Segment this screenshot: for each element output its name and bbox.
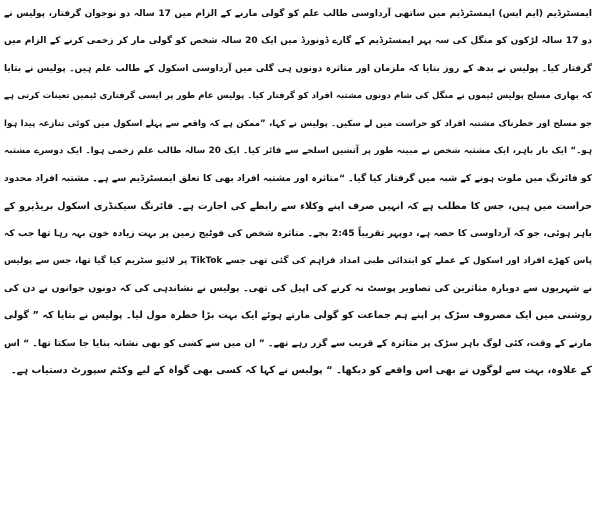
article-line: حراست میں ہیں، جس کا مطلب ہے کہ انہیں صرف اپنے وکلاء سے رابطے کی اجازت ہے۔ فائرنگ سیکنڈری اسکول بریڈیرو کے (4, 200, 592, 212)
article-line: گرفتار کیا۔ پولیس نے بدھ کے روز بتایا کہ ملزمان اور متاثرہ دونوں ہی گلی میں آرداوسی اسکول کے طالب علم ہیں۔ پولیس نے بتایا (4, 63, 592, 74)
article-line: کو فائرنگ میں ملوث ہونے کے شبہ میں گرفتار کیا گیا۔ “متاثرہ اور مشتبہ افراد بھی کا تعلق ایمسٹرڈیم سے ہے۔ مشتبہ افراد محدود (4, 173, 592, 185)
article-line: ایمسٹرڈیم (ایم ایس) ایمسٹرڈیم میں ساتھی آرداوسی طالب علم کو گولی مارنے کے الزام میں 17 سالہ دو نوجوان گرفتار، پولیس نے (4, 9, 592, 19)
article-line: نے شہریوں سے دوبارہ متاثرین کی تصاویر پوسٹ نہ کرنے کی اپیل کی تھی۔ پولیس نے نشاندہی کی کہ دونوں جوانوں نے دن کی (4, 282, 592, 294)
article-line: جو مسلح اور خطرناک مشتبہ افراد کو حراست میں لے سکیں۔ پولیس نے کہا، ”ممکن ہے کہ واقعے سے پہلے اسکول میں کوئی تنازعہ پیدا ہوا (4, 118, 592, 129)
article-line: کہ بھاری مسلح پولیس ٹیموں نے منگل کی شام دونوں مشتبہ افراد کو گرفتار کیا۔ پولیس عام طور پر ایسی گرفتاری ٹیمیں تعینات کرتی ہے (4, 91, 592, 102)
article-line: ہو۔“ ایک بار باہر، ایک مشتبہ شخص نے مبینہ طور پر آتشیں اسلحے سے فائر کیا۔ ایک 20 سالہ طالب علم زخمی ہوا۔ ایک دوسرے مشتبہ (4, 145, 592, 156)
article-line: دو 17 سالہ لڑکوں کو منگل کی سہ پہر ایمسٹرڈیم کے گارے ڈونورڈ میں ایک 20 سالہ شخص کو گولی مار کر زخمی کرنے کے الزام میں (4, 36, 592, 47)
article-line: باہر ہوئی، جو کہ آرداوسی کا حصہ ہے، دوپہر تقریباً 2:45 بجے۔ متاثرہ شخص کی فوٹیج زمین پر بہت زیادہ خون بہہ رہا تھا جب کہ (4, 228, 592, 240)
article-line: روشنی میں ایک مصروف سڑک پر اپنے ہم جماعت کو گولی مارتے ہوئے ایک بہت بڑا خطرہ مول لیا۔ پولیس نے بتایا کہ ” گولی (4, 310, 592, 322)
article-line: کے علاوہ، بہت سے لوگوں نے بھی اس واقعے کو دیکھا۔ “ پولیس نے کہا کہ کسی بھی گواہ کے لیے وکٹم سپورٹ دستیاب ہے۔ (10, 365, 592, 377)
article-line: پاس کھڑے افراد اور اسکول کے عملے کو ابتدائی طبی امداد فراہم کی گئی تھی جسے TikTok پر لائیو سٹریم کیا گیا تھا، جس سے پولیس (4, 255, 592, 266)
article-line: مارنے کے وقت، کئی لوگ باہر سڑک پر متاثرہ کے قریب سے گزر رہے تھے۔ ” ان میں سے کسی کو بھی نشانہ بنایا جا سکتا تھا۔ “ اس (4, 337, 592, 349)
